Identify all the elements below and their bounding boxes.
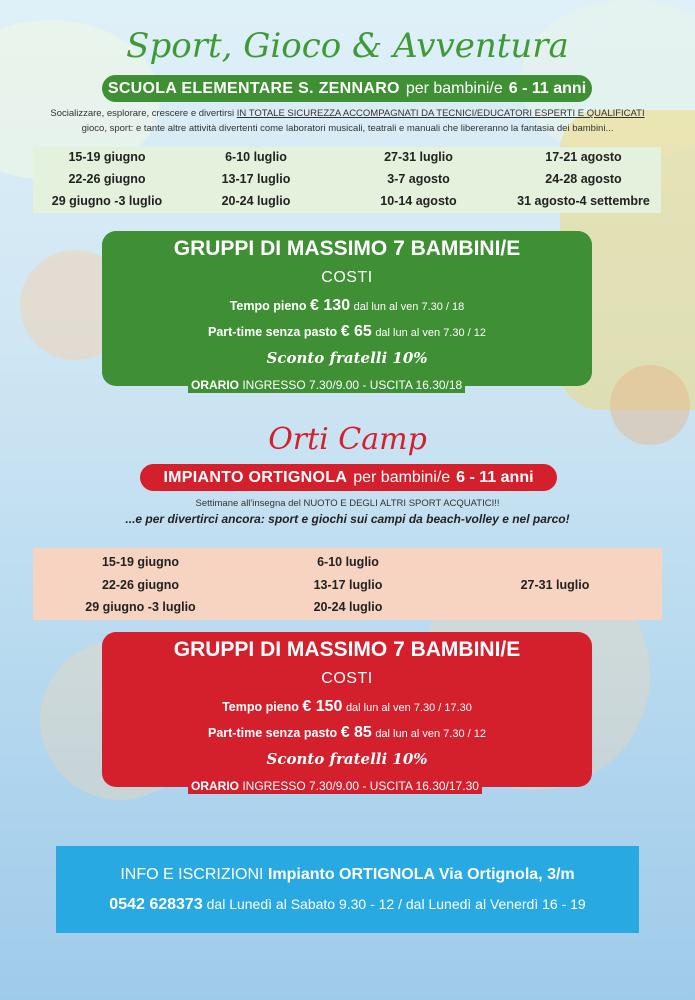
part-time-price: € 65 [340,323,372,340]
sport-sibling-discount: Sconto fratelli 10% [266,349,428,367]
orti-description-1: Settimane all'insegna del NUOTO E DEGLI ALTRI SPORT ACQUATICI!! [195,498,500,509]
full-time-label: Tempo pieno [229,299,307,313]
orti-pricing-box [102,632,592,787]
date-item [448,597,662,620]
sport-full-time-line [102,297,592,315]
opening-hours: dal Lunedì al Sabato 9.30 - 12 / dal Lunedì al Venerdì 16 - 19 [206,896,586,912]
full-time-price: € 150 [302,698,343,715]
date-item: 22-26 giugno [101,577,180,592]
date-item: 29 giugno -3 luglio [85,600,196,615]
date-item: 10-14 agosto [380,194,457,208]
date-item: 13-17 luglio [221,172,291,186]
phone-number[interactable]: 0542 628373 [109,896,203,913]
full-time-price: € 130 [310,297,351,314]
part-time-note: dal lun al ven 7.30 / 12 [375,728,487,740]
part-time-price: € 85 [340,724,372,741]
sport-desc-text: Socializzare, esplorare, crescere e divertirsi [50,108,235,119]
sport-description-1 [0,108,695,119]
orti-location: IMPIANTO ORTIGNOLA [163,468,348,486]
sport-for: per bambini/e [405,79,503,97]
sport-part-time-line [102,323,592,341]
orti-costi-label: COSTI [321,670,373,687]
sport-desc-highlight: IN TOTALE SICUREZZA ACCOMPAGNATI DA TECNICI/EDUCATORI ESPERTI E QUALIFICATI [236,108,645,119]
full-time-note: dal lun al ven 7.30 / 18 [353,301,465,313]
sport-schedule [188,377,465,393]
sport-description-2: gioco, sport: e tante altre attività divertenti come laboratori musicali, teatrali e manuali che libereranno la fantasia dei bambini... [81,123,614,134]
part-time-label: Part-time senza pasto [207,325,338,339]
date-item: 22-26 giugno [68,172,146,186]
sport-location-pill [102,75,592,102]
date-item: 3-7 agosto [387,172,450,186]
date-item: 20-24 luglio [221,194,291,208]
schedule-text: INGRESSO 7.30/9.00 - USCITA 16.30/18 [242,378,463,392]
orti-part-time-line [102,724,592,742]
sport-group-heading: GRUPPI DI MASSIMO 7 BAMBINI/E [173,237,521,260]
full-time-note: dal lun al ven 7.30 / 17.30 [345,702,472,714]
orti-location-pill [140,464,557,491]
orti-title: Orti Camp [268,422,427,457]
sport-title: Sport, Gioco & Avventura [126,26,569,66]
sport-location: SCUOLA ELEMENTARE S. ZENNARO [107,79,400,97]
date-item [448,552,662,575]
date-item: 6-10 luglio [317,555,379,569]
orti-sibling-discount: Sconto fratelli 10% [266,750,428,768]
info-box [56,846,639,933]
info-label: INFO E ISCRIZIONI [120,866,264,883]
date-item: 27-31 luglio [384,150,453,164]
sport-pricing-box [102,231,592,386]
part-time-note: dal lun al ven 7.30 / 12 [375,327,487,339]
contact-line [56,896,639,914]
date-item: 15-19 giugno [68,150,146,164]
date-item: 29 giugno -3 luglio [51,194,163,208]
schedule-label: ORARIO [191,378,239,392]
info-place: Impianto ORTIGNOLA Via Ortignola, 3/m [267,866,575,883]
orti-full-time-line [102,698,592,716]
date-item: 15-19 giugno [101,555,180,569]
part-time-label: Part-time senza pasto [207,726,338,740]
date-item: 20-24 luglio [313,600,383,615]
schedule-text: INGRESSO 7.30/9.00 - USCITA 16.30/17.30 [242,779,479,793]
orti-dates-grid [33,548,662,620]
date-item: 13-17 luglio [313,577,383,592]
date-item: 6-10 luglio [225,150,287,164]
orti-description-2: ...e per divertirci ancora: sport e giochi sui campi da beach-volley e nel parco! [125,512,570,526]
date-item: 31 agosto-4 settembre [517,194,650,208]
date-item: 24-28 agosto [545,172,622,186]
sport-costi-label: COSTI [321,269,373,286]
full-time-label: Tempo pieno [222,700,299,714]
sport-dates-grid [33,147,661,213]
date-item: 17-21 agosto [545,150,622,164]
sport-age: 6 - 11 anni [508,79,587,97]
info-line [56,866,639,884]
orti-age: 6 - 11 anni [456,468,534,486]
orti-for: per bambini/e [353,468,451,486]
orti-schedule [188,778,482,794]
schedule-label: ORARIO [191,779,239,793]
orti-group-heading: GRUPPI DI MASSIMO 7 BAMBINI/E [173,638,521,661]
date-item: 27-31 luglio [520,577,590,592]
